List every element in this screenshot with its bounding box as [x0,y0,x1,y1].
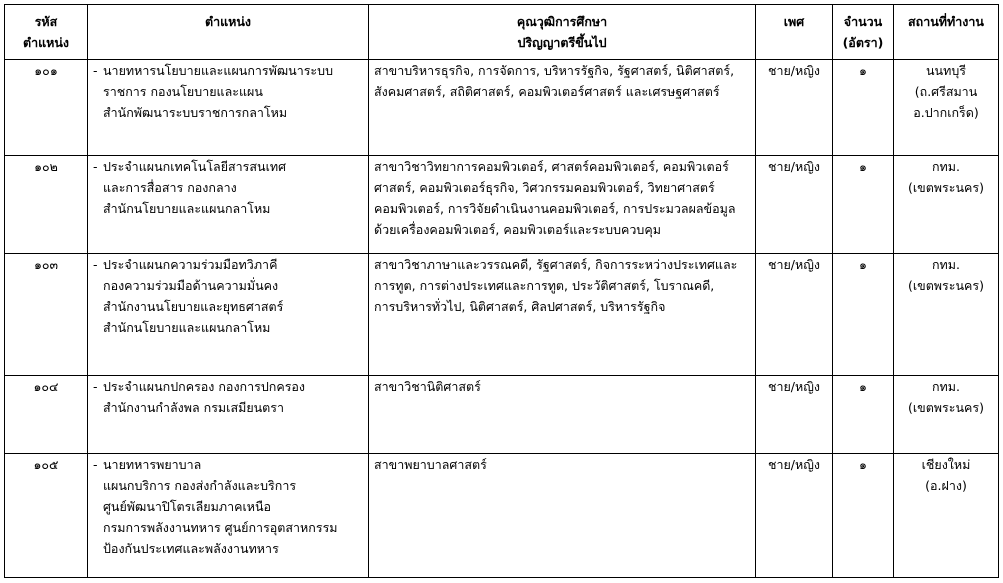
row-code: ๑๐๑ [5,60,88,156]
row-location: เชียงใหม่ (อ.ฝาง) [894,454,999,578]
row-count: ๑ [833,376,894,454]
row-qualification: สาขาบริหารธุรกิจ, การจัดการ, บริหารรัฐกิจ, รัฐศาสตร์, นิติศาสตร์, สังคมศาสตร์, สถิติศาสตร์, คอมพิวเตอร์ศาสตร์ และเศรษฐศาสตร์ [369,60,756,156]
row-location: กทม. (เขตพระนคร) [894,376,999,454]
row-sex: ชาย/หญิง [756,454,833,578]
row-sex: ชาย/หญิง [756,254,833,376]
table-row [5,60,999,156]
row-location: กทม. (เขตพระนคร) [894,254,999,376]
header-location: สถานที่ทำงาน [894,5,999,60]
row-qualification: สาขาพยาบาลศาสตร์ [369,454,756,578]
row-sex: ชาย/หญิง [756,156,833,254]
row-count: ๑ [833,156,894,254]
table-row [5,156,999,254]
header-code: รหัส ตำแหน่ง [5,5,88,60]
positions-table [4,4,999,578]
row-sex: ชาย/หญิง [756,60,833,156]
row-qualification: สาขาวิชานิติศาสตร์ [369,376,756,454]
table-row [5,376,999,454]
header-qualification: คุณวุฒิการศึกษา ปริญญาตรีขึ้นไป [369,5,756,60]
header-sex: เพศ [756,5,833,60]
header-count: จำนวน (อัตรา) [833,5,894,60]
header-position: ตำแหน่ง [88,5,369,60]
row-position: - ประจำแผนกความร่วมมือทวิภาคี กองความร่วมมือด้านความมั่นคง สำนักงานนโยบายและยุทธศาสตร์ สำนักนโยบายและแผนกลาโหม [88,254,369,376]
row-dash: - [93,63,98,78]
row-qualification: สาขาวิชาวิทยาการคอมพิวเตอร์, ศาสตร์คอมพิวเตอร์, คอมพิวเตอร์ ศาสตร์, คอมพิวเตอร์ธุรกิจ, วิศวกรรมคอมพิวเตอร์, วิทยาศาสตร์ คอมพิวเตอร์, การวิจัยดำเนินงานคอมพิวเตอร์, การประมวลผลข้อมูล ด้วยเครื่องคอมพิวเตอร์, คอมพิวเตอร์และระบบควบคุม [369,156,756,254]
row-sex: ชาย/หญิง [756,376,833,454]
row-count: ๑ [833,254,894,376]
row-count: ๑ [833,60,894,156]
row-dash: - [93,159,98,174]
table-row [5,254,999,376]
row-qualification: สาขาวิชาภาษาและวรรณคดี, รัฐศาสตร์, กิจการระหว่างประเทศและ การทูต, การต่างประเทศและการทูต, ประวัติศาสตร์, โบราณคดี, การบริหารทั่วไป, นิติศาสตร์, ศิลปศาสตร์, บริหารรัฐกิจ [369,254,756,376]
row-code: ๑๐๓ [5,254,88,376]
row-position: - นายทหารนโยบายและแผนการพัฒนาระบบ ราชการ กองนโยบายและแผน สำนักพัฒนาระบบราชการกลาโหม [88,60,369,156]
row-code: ๑๐๕ [5,454,88,578]
row-position: - นายทหารพยาบาล แผนกบริการ กองส่งกำลังและบริการ ศูนย์พัฒนาปิโตรเลียมภาคเหนือ กรมการพลังงานทหาร ศูนย์การอุตสาหกรรม ป้องกันประเทศและพลังงานทหาร [88,454,369,578]
row-location: กทม. (เขตพระนคร) [894,156,999,254]
row-count: ๑ [833,454,894,578]
row-code: ๑๐๔ [5,376,88,454]
row-location: นนทบุรี (ถ.ศรีสมาน อ.ปากเกร็ด) [894,60,999,156]
table-row [5,454,999,578]
header-row [5,5,999,60]
row-position: - ประจำแผนกเทคโนโลยีสารสนเทศ และการสื่อสาร กองกลาง สำนักนโยบายและแผนกลาโหม [88,156,369,254]
row-position: - ประจำแผนกปกครอง กองการปกครอง สำนักงานกำลังพล กรมเสมียนตรา [88,376,369,454]
row-dash: - [93,379,98,394]
row-code: ๑๐๒ [5,156,88,254]
row-dash: - [93,457,98,472]
row-dash: - [93,257,98,272]
